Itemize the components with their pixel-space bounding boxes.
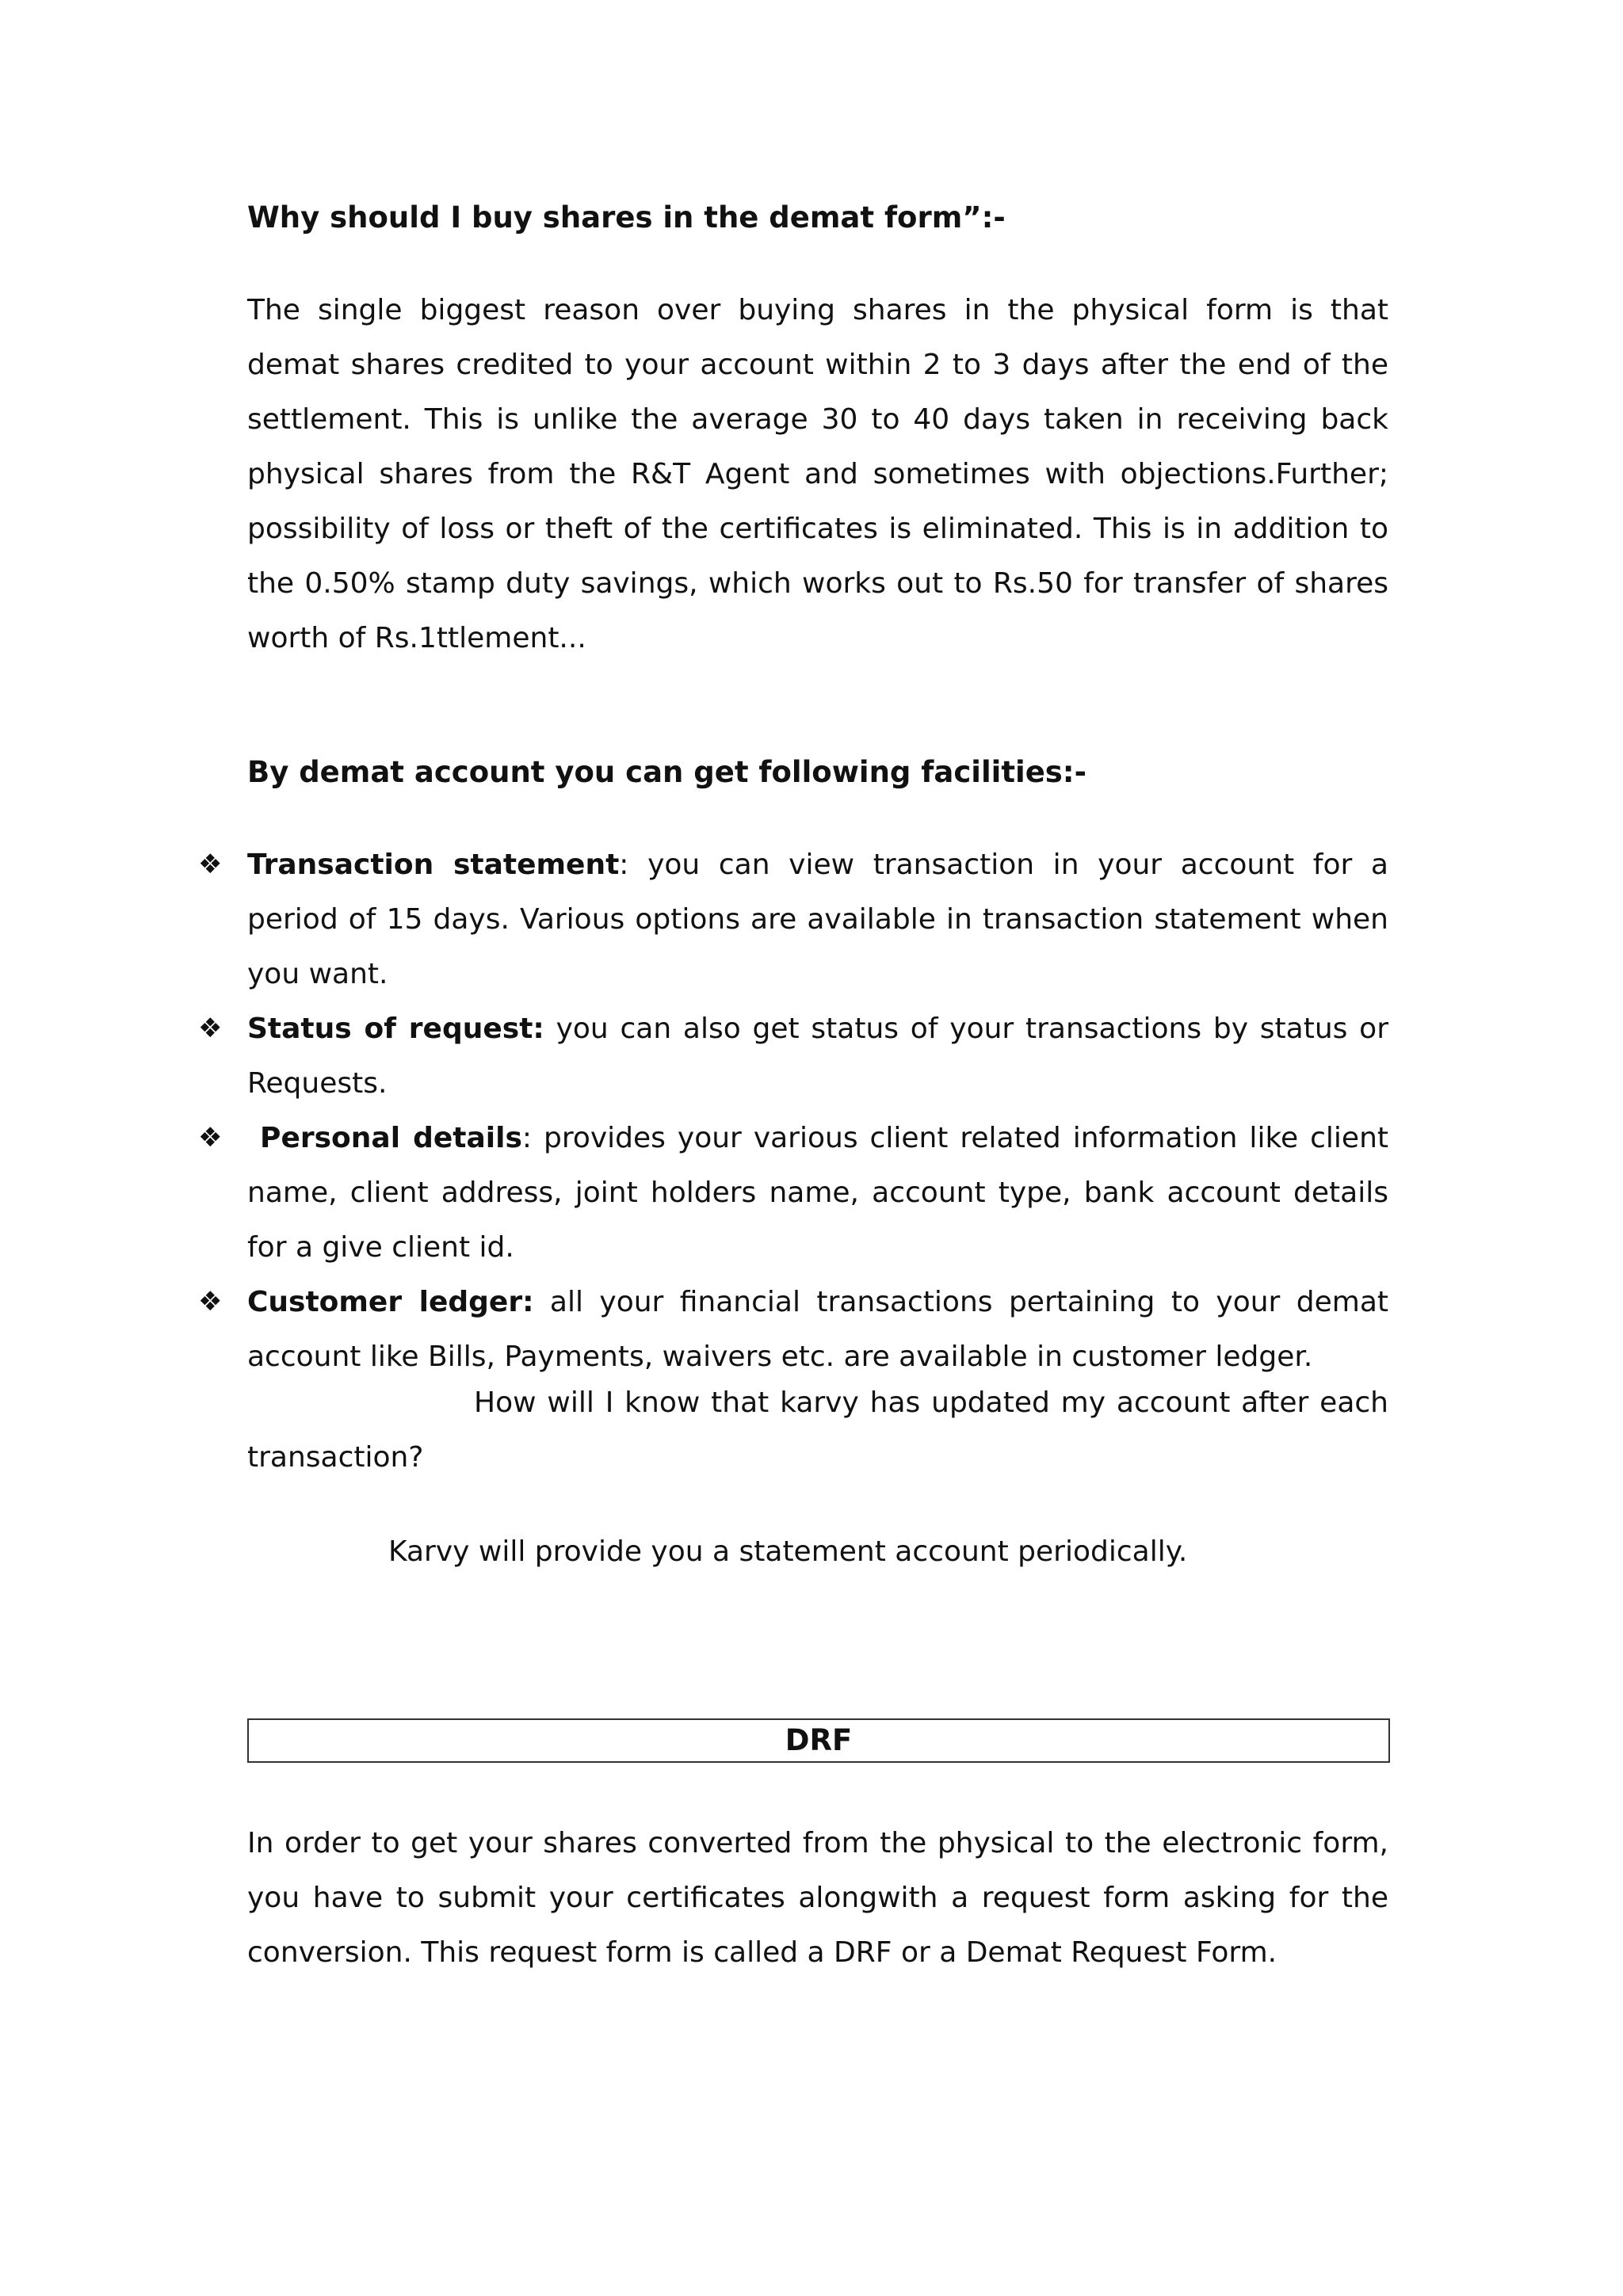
paragraph-demat-benefits: The single biggest reason over buying shares in the physical form is that demat shares credited to your account within 2 to 3 days after the end of the settlement. This is unlike the average 30 to 40 days taken in receiving back physical shares from the R&T Agent and sometimes with objections.Further; possibility of loss or theft of the certificates is eliminated. This is in addition to the 0.50% stamp duty savings, which works out to Rs.50 for transfer of shares worth of Rs.1ttlement... bbox=[247, 294, 1388, 654]
drf-title-box: DRF bbox=[247, 1718, 1390, 1763]
diamond-bullet-icon: ❖ bbox=[198, 1122, 223, 1154]
diamond-bullet-icon: ❖ bbox=[198, 849, 223, 880]
faq-answer: Karvy will provide you a statement account periodically. bbox=[388, 1535, 1188, 1568]
faq-question: How will I know that karvy has updated my account after each transaction? bbox=[247, 1386, 1388, 1474]
bullet-term: Personal details bbox=[247, 1122, 522, 1154]
list-item bbox=[198, 1001, 1388, 1111]
list-item bbox=[198, 1111, 1388, 1275]
facilities-list bbox=[198, 837, 1388, 1384]
bullet-text: all your financial transactions pertaining to your demat account like Bills, Payments, waivers etc. are available in customer ledger. bbox=[247, 1286, 1389, 1373]
bullet-term: Transaction statement bbox=[247, 849, 620, 881]
section-heading-why-demat: Why should I buy shares in the demat form”:- bbox=[247, 200, 1006, 235]
bullet-term: Status of request: bbox=[247, 1013, 544, 1045]
bullet-term: Customer ledger: bbox=[247, 1286, 534, 1318]
list-item bbox=[198, 1275, 1388, 1384]
diamond-bullet-icon: ❖ bbox=[198, 1013, 223, 1044]
section-heading-facilities: By demat account you can get following facilities:- bbox=[247, 755, 1086, 789]
diamond-bullet-icon: ❖ bbox=[198, 1286, 223, 1318]
paragraph-drf: In order to get your shares converted from the physical to the electronic form, you have to submit your certificates alongwith a request form asking for the conversion. This request form is called a DRF or a Demat Request Form. bbox=[247, 1827, 1388, 1969]
bullet-text: : provides your various client related information like client name, client address, joint holders name, account type, bank account details for a give client id. bbox=[247, 1122, 1388, 1264]
bullet-text: you can also get status of your transactions by status or Requests. bbox=[247, 1013, 1388, 1100]
bullet-text: : you can view transaction in your account for a period of 15 days. Various options are available in transaction statement when you want. bbox=[247, 849, 1388, 990]
list-item bbox=[198, 837, 1388, 1001]
